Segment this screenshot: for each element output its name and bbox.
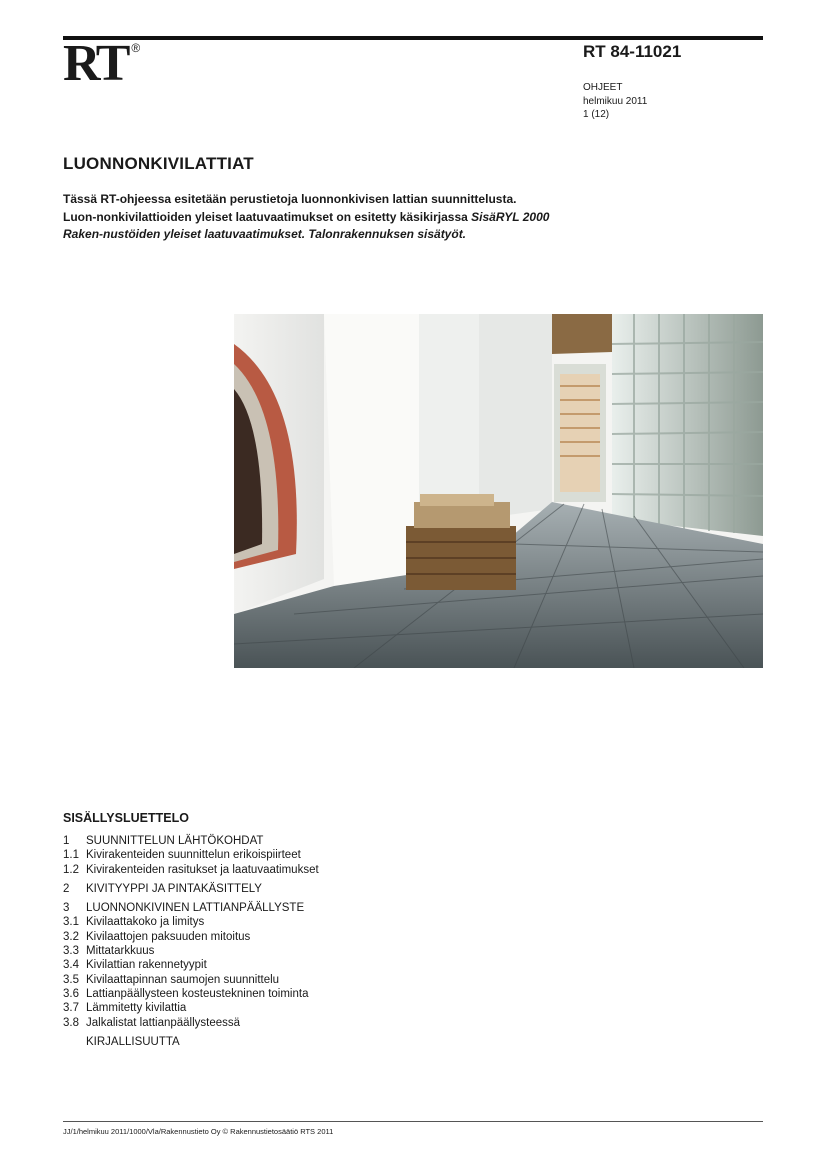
toc-entry-label: Mittatarkkuus bbox=[86, 945, 155, 958]
toc-entry bbox=[63, 848, 319, 862]
toc-entry-number: 2 bbox=[63, 882, 70, 895]
logo-text: RT bbox=[63, 35, 128, 92]
toc-entry-number: 3 bbox=[63, 902, 70, 915]
toc-entry-label: LUONNONKIVINEN LATTIANPÄÄLLYSTE bbox=[86, 902, 305, 915]
toc-entry-label: Jalkalistat lattianpäällysteessä bbox=[86, 1016, 241, 1029]
toc-entry bbox=[63, 882, 319, 896]
intro-reference: SisäRYL 2000 Raken-nustöiden yleiset laatuvaatimukset. Talonrakennuksen sisätyöt. bbox=[63, 209, 550, 241]
toc-entry-label: KIVITYYPPI JA PINTAKÄSITTELY bbox=[86, 882, 262, 895]
toc-entry bbox=[63, 973, 319, 987]
document-date: helmikuu 2011 bbox=[583, 95, 648, 107]
document-category: OHJEET bbox=[583, 82, 623, 93]
document-number: RT 84-11021 bbox=[583, 42, 682, 61]
toc-entry-number: 1 bbox=[63, 835, 70, 847]
toc-entry-label: Kivirakenteiden suunnittelun erikoispiirteet bbox=[86, 849, 301, 862]
toc-entry-number: 3.4 bbox=[63, 959, 79, 972]
toc-heading: SISÄLLYSLUETTELO bbox=[63, 811, 189, 825]
hallway-photo bbox=[234, 314, 763, 668]
footer-credits: JJ/1/helmikuu 2011/1000/Vla/Rakennustieto Oy © Rakennustietosäätiö RTS 2011 bbox=[63, 1127, 334, 1136]
toc-entry-label: Lämmitetty kivilattia bbox=[86, 1002, 187, 1015]
toc-entry bbox=[63, 987, 319, 1001]
toc-entry-number: 3.1 bbox=[63, 916, 79, 929]
page-title: LUONNONKIVILATTIAT bbox=[63, 154, 254, 173]
toc-entry-label: Kivirakenteiden rasitukset ja laatuvaatimukset bbox=[86, 863, 319, 876]
toc-entry-label: Lattianpäällysteen kosteustekninen toiminta bbox=[86, 987, 309, 1000]
toc-entry bbox=[63, 915, 319, 929]
toc-entry-number: 3.5 bbox=[63, 973, 79, 986]
toc-entry-number: 3.2 bbox=[63, 930, 79, 943]
toc-entry bbox=[63, 944, 319, 958]
toc-entry-number: 3.6 bbox=[63, 987, 79, 1000]
toc-entry-number: 3.7 bbox=[63, 1002, 79, 1015]
toc-entry bbox=[63, 834, 319, 848]
toc-entry-label: SUUNNITTELUN LÄHTÖKOHDAT bbox=[86, 835, 264, 847]
toc-entry bbox=[63, 1016, 319, 1030]
toc-entry bbox=[63, 901, 319, 915]
toc-entry-label: Kivilattian rakennetyypit bbox=[86, 959, 207, 972]
footer-rule bbox=[63, 1121, 763, 1122]
page-count: 1 (12) bbox=[583, 109, 610, 120]
table-of-contents bbox=[63, 834, 319, 1049]
toc-entry-label: Kivilaattapinnan saumojen suunnittelu bbox=[86, 973, 280, 986]
toc-entry-label: KIRJALLISUUTTA bbox=[86, 1035, 180, 1048]
toc-entry bbox=[63, 930, 319, 944]
toc-entry bbox=[63, 863, 319, 877]
toc-entry-label: Kivilaattojen paksuuden mitoitus bbox=[86, 930, 251, 943]
toc-entry bbox=[63, 1001, 319, 1015]
toc-entry-number: 3.8 bbox=[63, 1016, 79, 1029]
intro-paragraph bbox=[63, 191, 553, 244]
document-meta bbox=[583, 81, 647, 122]
toc-entry-number: 1.1 bbox=[63, 849, 79, 862]
registered-mark: ® bbox=[131, 41, 141, 55]
intro-text: Tässä RT-ohjeessa esitetään perustietoja luonnonkivisen lattian suunnittelusta. Luon-nonkivilattioiden yleiset laatuvaatimukset on esitetty käsikirjassa bbox=[63, 192, 517, 224]
toc-entry-number: 3.3 bbox=[63, 945, 79, 958]
toc-entry-label: Kivilaattakoko ja limitys bbox=[86, 916, 205, 929]
toc-entry bbox=[63, 958, 319, 972]
toc-entry bbox=[63, 1035, 319, 1049]
rt-logo bbox=[63, 35, 141, 92]
top-rule bbox=[63, 36, 763, 40]
toc-entry-number bbox=[63, 1035, 86, 1049]
toc-entry-number: 1.2 bbox=[63, 863, 79, 876]
